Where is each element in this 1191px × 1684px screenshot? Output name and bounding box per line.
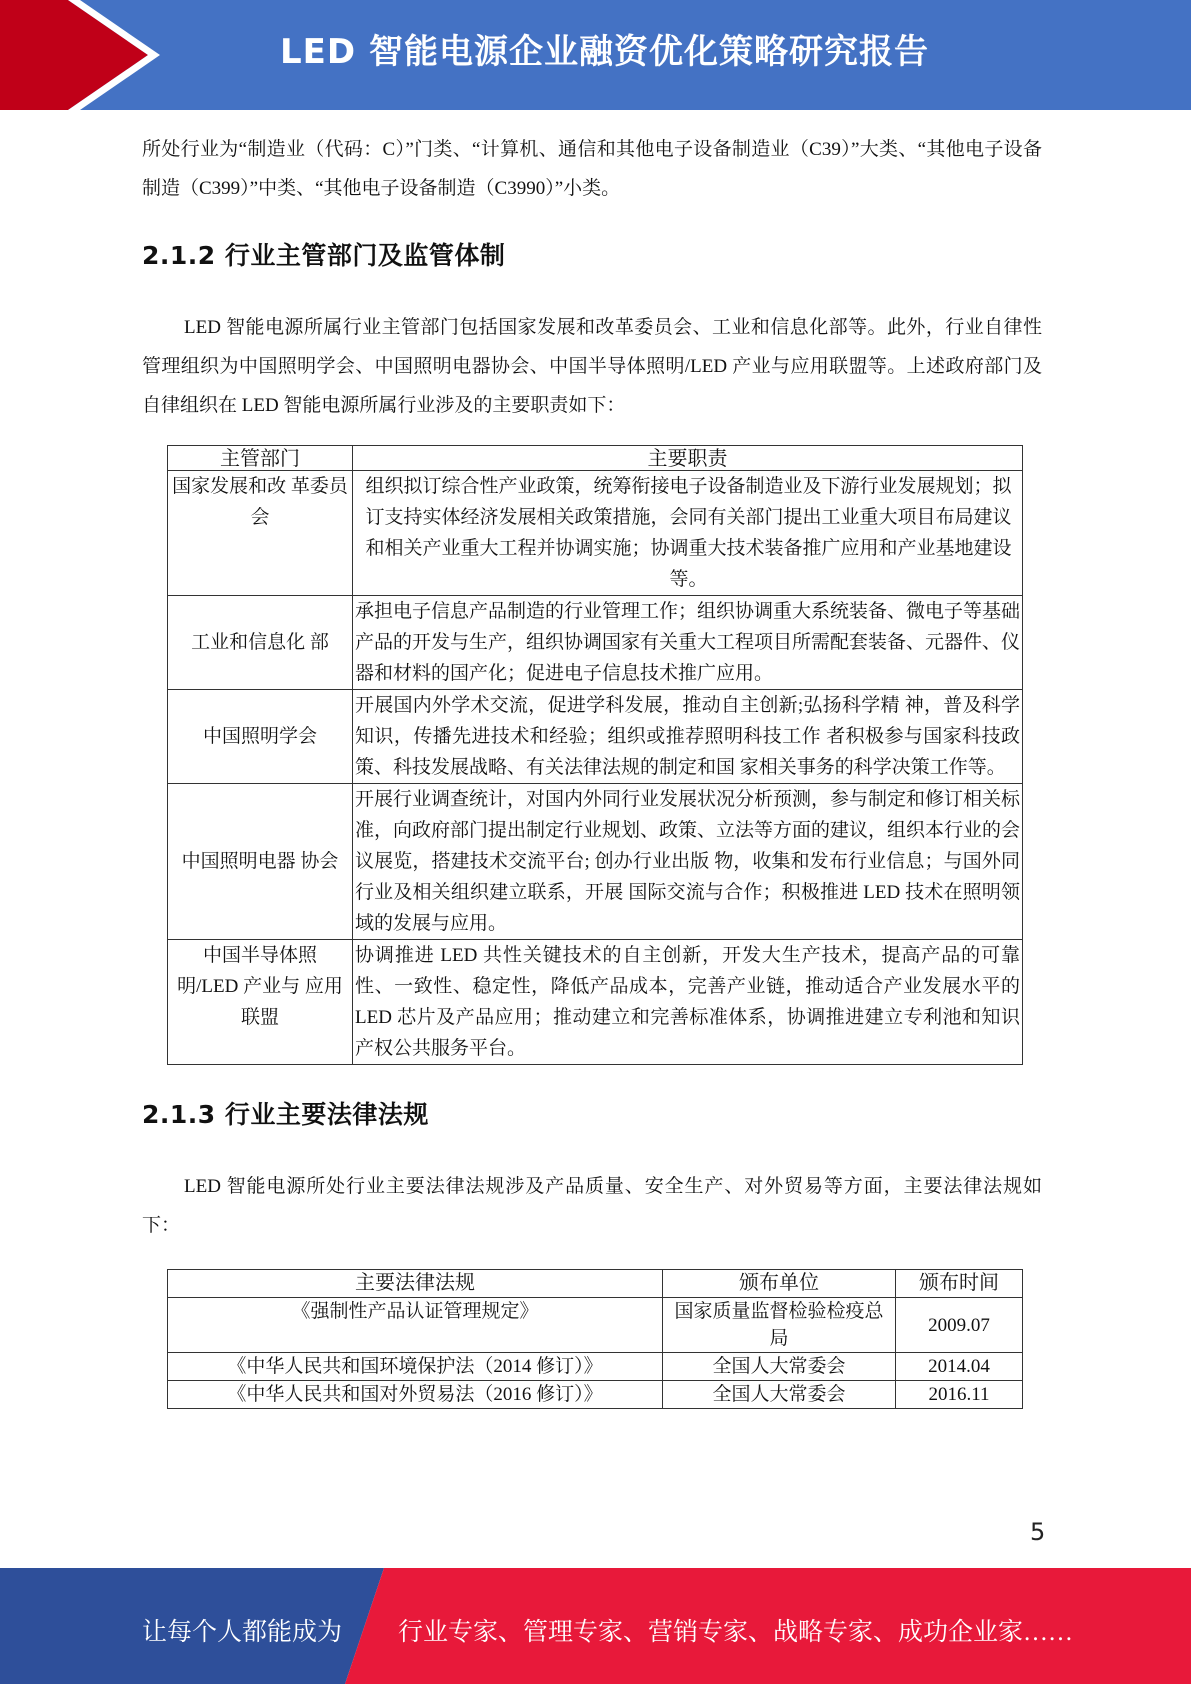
duty-cell: 承担电子信息产品制造的行业管理工作；组织协调重大系统装备、微电子等基础产品的开发与生产，组织协调国家有关重大工程项目所需配套装备、元器件、仪器和材料的国产化；促进电子信息技术推广应用。 bbox=[353, 596, 1023, 690]
column-header-issuer: 颁布单位 bbox=[663, 1270, 896, 1298]
table-row bbox=[168, 471, 1023, 596]
issuer-cell: 全国人大常委会 bbox=[663, 1353, 896, 1381]
duty-cell: 协调推进 LED 共性关键技术的自主创新，开发大生产技术，提高产品的可靠性、一致性、稳定性，降低产品成本，完善产业链，推动适合产业发展水平的 LED 芯片及产品应用；推动建立和完善标准体系，协调推进建立专利池和知识产权公共服务平台。 bbox=[353, 940, 1023, 1065]
section-2-1-3-paragraph: LED 智能电源所处行业主要法律法规涉及产品质量、安全生产、对外贸易等方面，主要法律法规如下： bbox=[142, 1176, 1042, 1236]
regulator-table bbox=[167, 445, 1023, 1065]
issuer-cell: 国家质量监督检验检疫总局 bbox=[663, 1298, 896, 1353]
date-cell: 2009.07 bbox=[896, 1298, 1023, 1353]
section-heading-2-1-2: 2.1.2 行业主管部门及监管体制 bbox=[142, 241, 506, 270]
dept-cell: 国家发展和改 革委员会 bbox=[168, 471, 353, 596]
law-cell: 《强制性产品认证管理规定》 bbox=[168, 1298, 663, 1353]
table-row bbox=[168, 784, 1023, 940]
table-row bbox=[168, 690, 1023, 784]
column-header-law: 主要法律法规 bbox=[168, 1270, 663, 1298]
date-cell: 2014.04 bbox=[896, 1353, 1023, 1381]
column-header-dept: 主管部门 bbox=[168, 446, 353, 471]
issuer-cell: 全国人大常委会 bbox=[663, 1381, 896, 1409]
main-content bbox=[142, 130, 1042, 1409]
column-header-date: 颁布时间 bbox=[896, 1270, 1023, 1298]
law-cell: 《中华人民共和国对外贸易法（2016 修订）》 bbox=[168, 1381, 663, 1409]
table-row bbox=[168, 1381, 1023, 1409]
column-header-duty: 主要职责 bbox=[353, 446, 1023, 471]
table-header-row bbox=[168, 1270, 1023, 1298]
page-footer bbox=[0, 1568, 1191, 1684]
dept-cell: 中国照明学会 bbox=[168, 690, 353, 784]
duty-cell: 组织拟订综合性产业政策，统筹衔接电子设备制造业及下游行业发展规划；拟订支持实体经济发展相关政策措施，会同有关部门提出工业重大项目布局建议和相关产业重大工程并协调实施；协调重大技术装备推广应用和产业基地建设等。 bbox=[353, 471, 1023, 596]
duty-cell: 开展国内外学术交流，促进学科发展，推动自主创新;弘扬科学精 神，普及科学知识，传播先进技术和经验；组织或推荐照明科技工作 者积极参与国家科技政策、科技发展战略、有关法律法规的制定和国 家相关事务的科学决策工作等。 bbox=[353, 690, 1023, 784]
section-2-1-2-paragraph: LED 智能电源所属行业主管部门包括国家发展和改革委员会、工业和信息化部等。此外，行业自律性管理组织为中国照明学会、中国照明电器协会、中国半导体照明/LED 产业与应用联盟等。上述政府部门及自律组织在 LED 智能电源所属行业涉及的主要职责如下： bbox=[142, 317, 1042, 416]
table-row bbox=[168, 940, 1023, 1065]
intro-paragraph: 所处行业为“制造业（代码：C）”门类、“计算机、通信和其他电子设备制造业（C39）”大类、“其他电子设备制造（C399）”中类、“其他电子设备制造（C3990）”小类。 bbox=[142, 139, 1042, 199]
laws-table bbox=[167, 1269, 1023, 1409]
table-row bbox=[168, 1353, 1023, 1381]
date-cell: 2016.11 bbox=[896, 1381, 1023, 1409]
table-header-row bbox=[168, 446, 1023, 471]
report-title: LED 智能电源企业融资优化策略研究报告 bbox=[280, 32, 929, 72]
duty-cell: 开展行业调查统计，对国内外同行业发展状况分析预测，参与制定和修订相关标准，向政府部门提出制定行业规划、政策、立法等方面的建议，组织本行业的会议展览，搭建技术交流平台; 创办行业出版 物，收集和发布行业信息；与国外同行业及相关组织建立联系，开展 国际交流与合作；积极推进 LED 技术在照明领域的发展与应用。 bbox=[353, 784, 1023, 940]
table-row bbox=[168, 1298, 1023, 1353]
page-header bbox=[0, 0, 1191, 110]
footer-slogan-left: 让每个人都能成为 bbox=[142, 1619, 343, 1646]
law-cell: 《中华人民共和国环境保护法（2014 修订）》 bbox=[168, 1353, 663, 1381]
section-heading-2-1-3: 2.1.3 行业主要法律法规 bbox=[142, 1100, 429, 1129]
page-number: 5 bbox=[1030, 1518, 1046, 1546]
table-row bbox=[168, 596, 1023, 690]
dept-cell: 中国照明电器 协会 bbox=[168, 784, 353, 940]
header-arrow-shape bbox=[0, 0, 148, 110]
dept-cell: 工业和信息化 部 bbox=[168, 596, 353, 690]
dept-cell: 中国半导体照 明/LED 产业与 应用联盟 bbox=[168, 940, 353, 1065]
footer-slogan-right: 行业专家、管理专家、营销专家、战略专家、成功企业家…… bbox=[398, 1619, 1074, 1646]
